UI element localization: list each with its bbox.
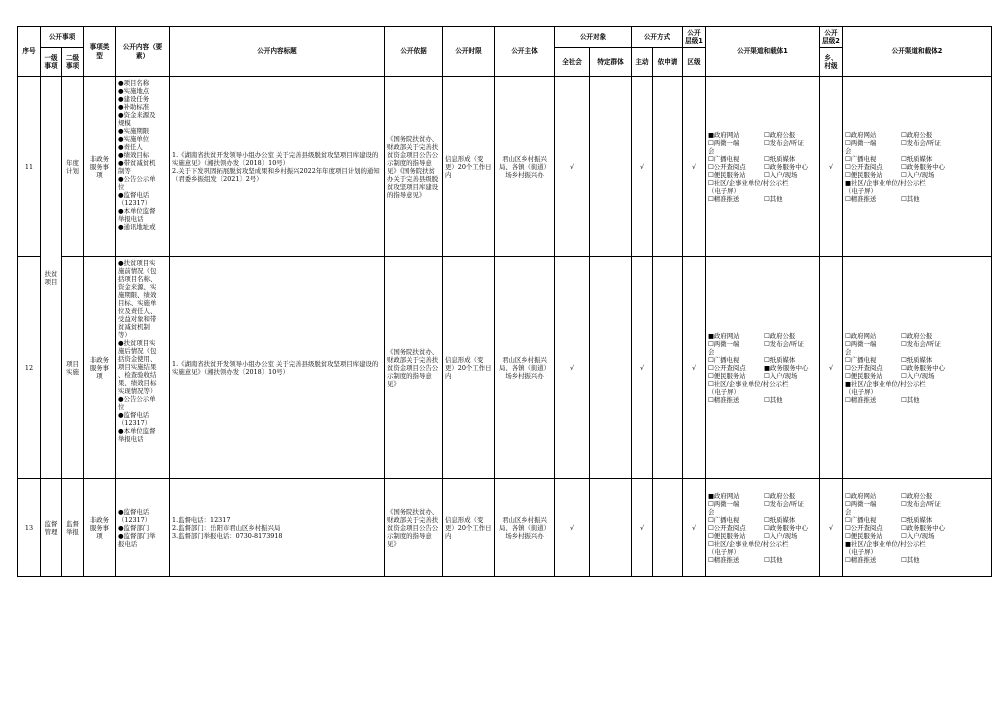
header-level1-district: 区级 [683, 48, 706, 77]
channel-option [901, 348, 989, 356]
header-audience-group: 公开对象 [555, 27, 632, 48]
channel-option: ☐两微一端 [708, 339, 740, 348]
channel-option: 会 [845, 507, 852, 516]
channel-option: ☐其他 [901, 194, 920, 203]
header-basis: 公开依据 [385, 27, 443, 77]
channel-option: ☐政府公报 [764, 130, 796, 139]
channel-option: ■政府网站 [708, 491, 740, 500]
channel-checklist [845, 332, 989, 404]
header-time-limit: 公开时限 [443, 27, 495, 77]
channel-option: ☐入户/现场 [764, 531, 798, 540]
disclosure-table [17, 26, 992, 577]
channel-option: ☐便民服务站 [708, 531, 746, 540]
row-audience-all: √ [555, 77, 590, 257]
row-channel1 [706, 257, 820, 479]
channel-option: 会 [708, 507, 715, 516]
header-method-active: 主动 [632, 48, 653, 77]
header-item-group: 公开事项 [41, 27, 84, 48]
header-channel2: 公开渠道和载体2 [843, 27, 992, 77]
channel-option: ☐便民服务站 [708, 371, 746, 380]
channel-option [764, 508, 817, 516]
channel-option [901, 548, 989, 556]
row-item-type: 非政务 服务事 项 [84, 77, 116, 257]
channel-option: ☐政府网站 [845, 331, 877, 340]
channel-option [764, 540, 817, 548]
channel-option: ☐政府公报 [764, 331, 796, 340]
channel-option: ☐公开查阅点 [845, 523, 883, 532]
row-item-l2: 年度 计划 [62, 77, 84, 257]
row-audience-specific [590, 257, 632, 479]
channel-option [764, 388, 817, 396]
channel-option [764, 179, 817, 187]
row-seq: 13 [18, 479, 41, 577]
channel-option: ☐其他 [764, 555, 783, 564]
header-subject: 公开主体 [495, 27, 555, 77]
channel-option: ☐入户/现场 [764, 371, 798, 380]
channel-option [901, 179, 989, 187]
channel-option: ☐入户/现场 [901, 371, 935, 380]
channel-option: ☐两微一端 [708, 138, 740, 147]
row-level1-district: √ [683, 479, 706, 577]
row-audience-specific [590, 77, 632, 257]
channel-option: ☐广播电视 [845, 355, 877, 364]
row-content: ●扶贫项目实 施前情况（包 括项目名称、 资金来源、实 施期限、绩效 目标、实施单 位及责任人、 受益对象和带 贫减贫机制 等） ●扶贫项目实 施后情况（包 括资金使用、 项目实施结果 、检查验收结 果、绩效目标 实现情况等） ●公告公示单 位 ●监督电话 （12317） ●本单位监督 举报电话 [118, 258, 157, 443]
row-title: 1.监督电话：12317 2.监督部门：岳阳市君山区乡村振兴局 3.监督部门举报电话：0730-8173918 [170, 479, 385, 577]
channel-option: ☐其他 [901, 395, 920, 404]
header-item-type: 事项类 型 [84, 27, 116, 77]
channel-option: ☐发布会/听证 [901, 499, 941, 508]
header-item-l1: 一级 事项 [41, 48, 62, 77]
row-item-l2: 监督 举报 [62, 479, 84, 577]
row-method-request [653, 77, 683, 257]
channel-option: ☐两微一端 [845, 339, 877, 348]
header-level2-group: 公开 层级2 [820, 27, 843, 48]
table-row [18, 257, 992, 479]
channel-option: ☐精准推送 [708, 555, 740, 564]
channel-option: ☐政务服务中心 [764, 162, 809, 171]
header-item-l2: 二级 事项 [62, 48, 84, 77]
channel-option [764, 380, 817, 388]
channel-option: ☐便民服务站 [845, 371, 883, 380]
row-method-active: √ [632, 257, 653, 479]
channel-option: （电子屏） [845, 547, 877, 556]
channel-option: ☐其他 [901, 555, 920, 564]
channel-option: （电子屏） [708, 186, 740, 195]
channel-option: ☐社区/企事业单位/村公示栏 [708, 379, 789, 388]
channel-option [764, 548, 817, 556]
row-audience-all: √ [555, 257, 590, 479]
channel-option: ☐便民服务站 [845, 170, 883, 179]
channel-option: ☐政务服务中心 [901, 363, 946, 372]
row-level2-village: √ [820, 479, 843, 577]
header-audience-specific: 特定群体 [590, 48, 632, 77]
row-item-type: 非政务 服务事 项 [84, 479, 116, 577]
channel-checklist [845, 131, 989, 203]
row-subject: 君山区乡村振兴局、各镇（街道）场乡村振兴办 [495, 479, 555, 577]
channel-option: ☐广播电视 [708, 154, 740, 163]
channel-option: ☐便民服务站 [845, 531, 883, 540]
row-channel1 [706, 77, 820, 257]
channel-option: ☐政务服务中心 [901, 523, 946, 532]
channel-option: ☐入户/现场 [764, 170, 798, 179]
row-item-l1: 监督 管理 [41, 479, 62, 577]
row-level1-district: √ [683, 77, 706, 257]
row-channel2 [843, 479, 992, 577]
channel-option: ☐政府公报 [764, 491, 796, 500]
channel-option: 会 [708, 347, 715, 356]
channel-option: （电子屏） [845, 387, 877, 396]
row-channel1 [706, 479, 820, 577]
channel-option: （电子屏） [708, 387, 740, 396]
row-method-request [653, 479, 683, 577]
channel-option [901, 380, 989, 388]
row-content: ●项目名称 ●实施地点 ●建设任务 ●补助标准 ●资金来源及 规模 ●实施期限 ●实施单位 ●责任人 ●绩效目标 ●带贫减贫机 制等 ●公告公示单 位 ●监督电话 （12317） ●本单位监督 举报电话 ●通讯地址或 [118, 78, 156, 231]
channel-option: ☐发布会/听证 [764, 499, 804, 508]
header-seq: 序号 [18, 27, 41, 77]
row-content-cell [116, 257, 170, 479]
channel-option: ☐其他 [764, 194, 783, 203]
row-time: 信息形成（变更）20个工作日内 [443, 77, 495, 257]
channel-option: ■政府网站 [708, 130, 740, 139]
channel-checklist [708, 131, 817, 203]
row-seq: 12 [18, 257, 41, 479]
channel-option: ☐精准推送 [845, 555, 877, 564]
header-level1-group: 公开 层级1 [683, 27, 706, 48]
channel-option: ☐广播电视 [845, 154, 877, 163]
channel-option: ☐广播电视 [708, 355, 740, 364]
header-content-title: 公开内容标题 [170, 27, 385, 77]
channel-option: ☐发布会/听证 [901, 138, 941, 147]
channel-checklist [708, 332, 817, 404]
row-basis: 《国务院扶贫办、财政部关于完善扶贫资金项目公告公示制度的指导意见》 [385, 257, 443, 479]
channel-option: ■政府网站 [708, 331, 740, 340]
channel-option: ☐政府公报 [901, 331, 933, 340]
channel-option: ■社区/企事业单位/村公示栏 [845, 379, 926, 388]
row-item-type: 非政务 服务事 项 [84, 257, 116, 479]
channel-option [901, 508, 989, 516]
channel-option: ☐精准推送 [845, 395, 877, 404]
channel-option: ☐纸质媒体 [764, 515, 796, 524]
channel-option [764, 348, 817, 356]
table-row [18, 479, 992, 577]
table-row [18, 77, 992, 257]
channel-option: ■社区/企事业单位/村公示栏 [845, 178, 926, 187]
row-title: 1.《湖南省扶贫开发领导小组办公室 关于完善县级脱贫攻坚项目库建设的实施意见》（湘扶领办发〔2018〕10号） [170, 257, 385, 479]
row-level2-village: √ [820, 257, 843, 479]
header-level2-village: 乡、 村级 [820, 48, 843, 77]
header-channel1: 公开渠道和载体1 [706, 27, 820, 77]
channel-option: ☐公开查阅点 [708, 162, 746, 171]
row-audience-all: √ [555, 479, 590, 577]
row-content: ●监督电话 （12317） ●监督部门 ●监督部门举 报电话 [116, 479, 170, 577]
row-level2-village: √ [820, 77, 843, 257]
channel-option: ☐纸质媒体 [901, 355, 933, 364]
channel-option: 会 [845, 146, 852, 155]
channel-option: ☐纸质媒体 [901, 154, 933, 163]
header-method-request: 依申请 [653, 48, 683, 77]
channel-option: ☐纸质媒体 [764, 355, 796, 364]
header-audience-all: 全社会 [555, 48, 590, 77]
channel-option: ☐便民服务站 [708, 170, 746, 179]
channel-checklist [845, 492, 989, 564]
channel-option: ☐入户/现场 [901, 170, 935, 179]
channel-option: ☐公开查阅点 [708, 363, 746, 372]
channel-option: ☐社区/企事业单位/村公示栏 [708, 539, 789, 548]
row-time: 信息形成（变更）20个工作日内 [443, 479, 495, 577]
channel-option: ☐精准推送 [708, 395, 740, 404]
channel-option: ☐政府网站 [845, 130, 877, 139]
channel-option: ☐政府公报 [901, 130, 933, 139]
channel-option: ☐其他 [764, 395, 783, 404]
channel-option: 会 [845, 347, 852, 356]
channel-option: ☐精准推送 [708, 194, 740, 203]
row-basis: 《国务院扶贫办、财政部关于完善扶贫资金项目公告公示制度的指导意见》 [385, 479, 443, 577]
channel-option: 会 [708, 146, 715, 155]
channel-option: ☐社区/企事业单位/村公示栏 [708, 178, 789, 187]
row-subject: 君山区乡村振兴局、各镇（街道）场乡村振兴办 [495, 77, 555, 257]
header-method-group: 公开方式 [632, 27, 683, 48]
channel-option [901, 147, 989, 155]
channel-option: ☐两微一端 [845, 138, 877, 147]
channel-option: ☐纸质媒体 [764, 154, 796, 163]
channel-option: ☐精准推送 [845, 194, 877, 203]
channel-option: （电子屏） [708, 547, 740, 556]
channel-option: ☐政府网站 [845, 491, 877, 500]
channel-option: ☐政务服务中心 [901, 162, 946, 171]
row-seq: 11 [18, 77, 41, 257]
channel-option [901, 388, 989, 396]
row-method-request [653, 257, 683, 479]
channel-option [764, 147, 817, 155]
row-time: 信息形成（变更）20个工作日内 [443, 257, 495, 479]
channel-option: ☐两微一端 [845, 499, 877, 508]
channel-option [901, 540, 989, 548]
row-item-l2: 项目 实施 [62, 257, 84, 479]
channel-option: ☐政务服务中心 [764, 523, 809, 532]
channel-option: ☐政府公报 [901, 491, 933, 500]
channel-option: ☐两微一端 [708, 499, 740, 508]
channel-option: ☐发布会/听证 [764, 138, 804, 147]
row-subject: 君山区乡村振兴局、各镇（街道）场乡村振兴办 [495, 257, 555, 479]
channel-option: ☐入户/现场 [901, 531, 935, 540]
row-audience-specific [590, 479, 632, 577]
channel-option: （电子屏） [845, 186, 877, 195]
channel-option: ☐公开查阅点 [845, 363, 883, 372]
row-method-active: √ [632, 77, 653, 257]
channel-option: ☐纸质媒体 [901, 515, 933, 524]
channel-option: ☐发布会/听证 [901, 339, 941, 348]
row-channel2 [843, 77, 992, 257]
channel-option: ■政务服务中心 [764, 363, 809, 372]
header-content: 公开内容（要 素） [116, 27, 170, 77]
channel-option: ☐广播电视 [845, 515, 877, 524]
channel-option: ☐发布会/听证 [764, 339, 804, 348]
row-item-l1: 扶贫 项目 [41, 77, 62, 479]
channel-checklist [708, 492, 817, 564]
row-method-active: √ [632, 479, 653, 577]
row-content-cell [116, 77, 170, 257]
channel-option: ☐公开查阅点 [708, 523, 746, 532]
row-basis: 《国务院扶贫办、财政部关于完善扶贫资金项目公告公示制度的指导意见》《国务院扶贫办关于完善县级脱贫攻坚项目库建设的指导意见》 [385, 77, 443, 257]
channel-option: ☐公开查阅点 [845, 162, 883, 171]
row-level1-district: √ [683, 257, 706, 479]
channel-option: ☐广播电视 [708, 515, 740, 524]
channel-option [764, 187, 817, 195]
channel-option [901, 187, 989, 195]
row-title: 1.《湖南省扶贫开发领导小组办公室 关于完善县级脱贫攻坚项目库建设的实施意见》（湘扶领办发〔2018〕10号） 2.关于下发巩固拓展脱贫攻坚成果和乡村振兴2022年年度项目计划的通知（君委乡振组发〔2021〕2号） [170, 77, 385, 257]
row-channel2 [843, 257, 992, 479]
channel-option: ■社区/企事业单位/村公示栏 [845, 539, 926, 548]
